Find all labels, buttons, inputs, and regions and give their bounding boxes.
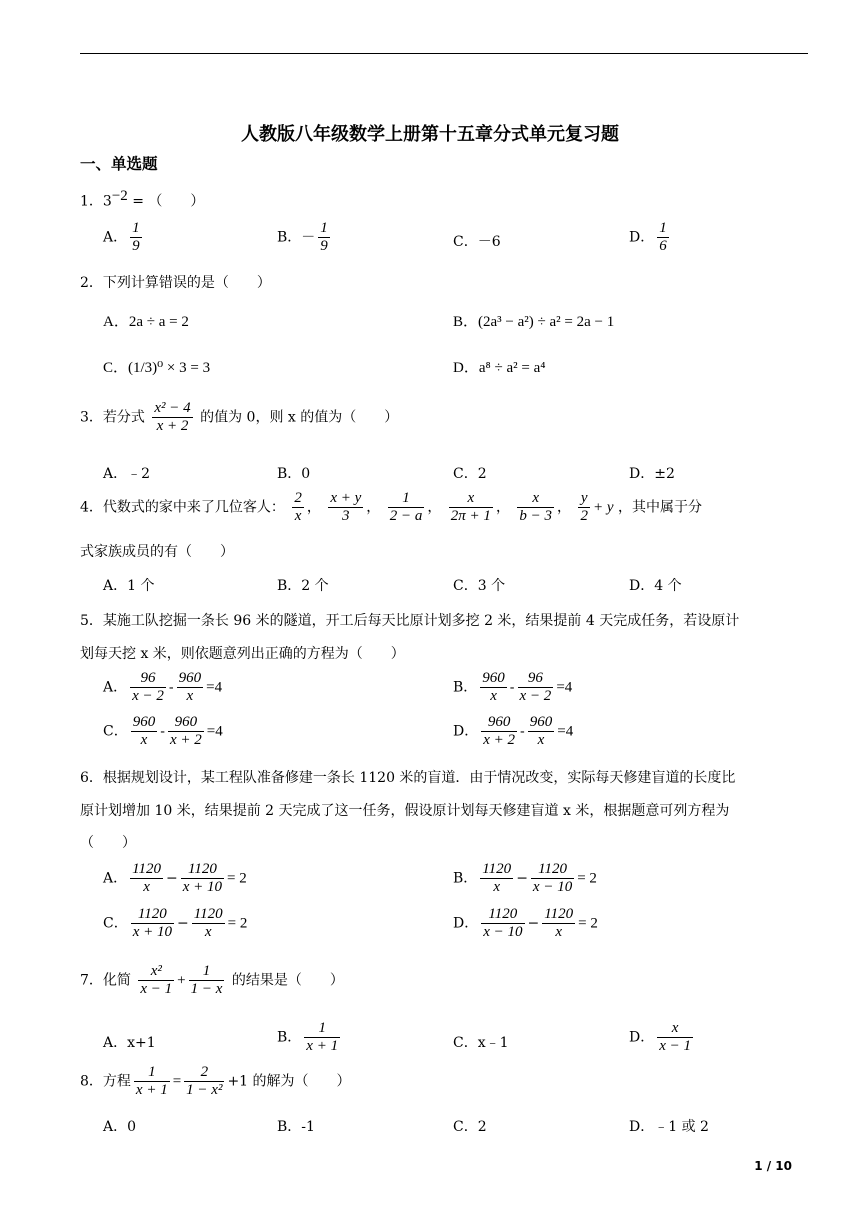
q3-option-d: D．±2 <box>629 466 675 482</box>
question-6-line1: 6．根据规划设计，某工程队准备修建一条长 1120 米的盲道．由于情况改变，实际每天修建盲道的长度比 <box>80 770 736 786</box>
q8-option-c: C．2 <box>453 1119 487 1135</box>
q7-option-b: B． $\frac{1}{x + 1}$ <box>277 1020 339 1054</box>
q1-option-c: C．－6 <box>453 234 501 250</box>
q2-option-d: D．a⁸ ÷ a² = a⁴ <box>453 360 546 376</box>
page-number: 1 / 10 <box>754 1159 792 1173</box>
q1-option-d: D． $\frac{1}{6}$ <box>629 220 667 254</box>
q1-option-b: B．－ $\frac{1}{9}$ <box>277 220 328 254</box>
q6-option-a: A． $\frac{1120}{x}$ − $\frac{1120}{x + 10}$ = 2 <box>103 861 247 895</box>
q3-option-a: A．﹣2 <box>103 466 151 482</box>
question-3-stem: 3．若分式 $\frac{\text{x² − 4}}{x + 2}$ 的值为 0，则 x 的值为（ ） <box>80 400 399 434</box>
q5-option-d: D． $\frac{960}{x + 2}$ - $\frac{960}{x}$ =4 <box>453 714 574 748</box>
q4-option-a: A．1 个 <box>103 578 155 594</box>
q6-option-d: D． $\frac{1120}{x - 10}$ − $\frac{1120}{x}$ = 2 <box>453 906 598 940</box>
section-heading: 一、单选题 <box>80 155 158 173</box>
q8-option-b: B．-1 <box>277 1119 315 1135</box>
q8-option-a: A．0 <box>103 1119 137 1135</box>
q7-option-a: A．x+1 <box>103 1035 156 1051</box>
q4-option-c: C．3 个 <box>453 578 506 594</box>
q2-option-c: C．(1/3)⁰ × 3 = 3 <box>103 360 211 376</box>
q2-option-b: B．(2a³ − a²) ÷ a² = 2a − 1 <box>453 314 615 330</box>
q6-option-b: B． $\frac{1120}{x}$ − $\frac{1120}{x - 10}$ = 2 <box>453 861 597 895</box>
q3-option-c: C．2 <box>453 466 487 482</box>
q7-option-c: C．x﹣1 <box>453 1035 509 1051</box>
question-7-stem: 7．化简 $\frac{\text{x²}}{x - 1}$ + $\frac{1}{1 - x}$ 的结果是（ ） <box>80 963 344 997</box>
question-8-stem: 8．方程 $\frac{1}{x + 1}$ = $\frac{2}{\text{1 − x²}}$ +1 的解为（ ） <box>80 1064 351 1098</box>
page-title: 人教版八年级数学上册第十五章分式单元复习题 <box>241 124 619 145</box>
question-5-line2: 划每天挖 x 米，则依题意列出正确的方程为（ ） <box>80 646 405 662</box>
q5-option-a: A． $\frac{96}{x - 2}$ - $\frac{960}{x}$ =4 <box>103 670 223 704</box>
question-4-stem: 4．代数式的家中来了几位客人： $\frac{2}{x}$ ， $\frac{x + y}{3}$ ， $\frac{1}{2 - a}$ ， $\frac{x}{2\pi + 1}$ ， $\frac{x}{b - 3}$ ， $\frac{y}{2}$ + y ，其中属于分 <box>80 490 702 524</box>
q5-option-b: B． $\frac{960}{x}$ - $\frac{96}{x - 2}$ =4 <box>453 670 573 704</box>
q4-option-d: D．4 个 <box>629 578 682 594</box>
question-1-stem: 1．$3^{-2}$ = （ ） <box>80 188 205 210</box>
q3-option-b: B．0 <box>277 466 311 482</box>
q1-option-a: A． $\frac{1}{9}$ <box>103 220 140 254</box>
q6-option-c: C． $\frac{1120}{x + 10}$ − $\frac{1120}{x}$ = 2 <box>103 906 248 940</box>
header-rule <box>80 53 808 54</box>
question-6-line3: （ ） <box>80 835 136 851</box>
q4-option-b: B．2 个 <box>277 578 329 594</box>
question-5-line1: 5．某施工队挖掘一条长 96 米的隧道，开工后每天比原计划多挖 2 米，结果提前 4 天完成任务，若设原计 <box>80 613 740 629</box>
q8-option-d: D．﹣1 或 2 <box>629 1119 709 1135</box>
q2-option-a: A．2a ÷ a = 2 <box>103 314 189 330</box>
q5-option-c: C． $\frac{960}{x}$ - $\frac{960}{x + 2}$ =4 <box>103 714 223 748</box>
question-2-stem: 2．下列计算错误的是（ ） <box>80 275 271 291</box>
q7-option-d: D． $\frac{x}{x - 1}$ <box>629 1020 692 1054</box>
question-4-line2: 式家族成员的有（ ） <box>80 544 234 560</box>
question-6-line2: 原计划增加 10 米，结果提前 2 天完成了这一任务，假设原计划每天修建盲道 x 米，根据题意可列方程为 <box>80 803 730 819</box>
